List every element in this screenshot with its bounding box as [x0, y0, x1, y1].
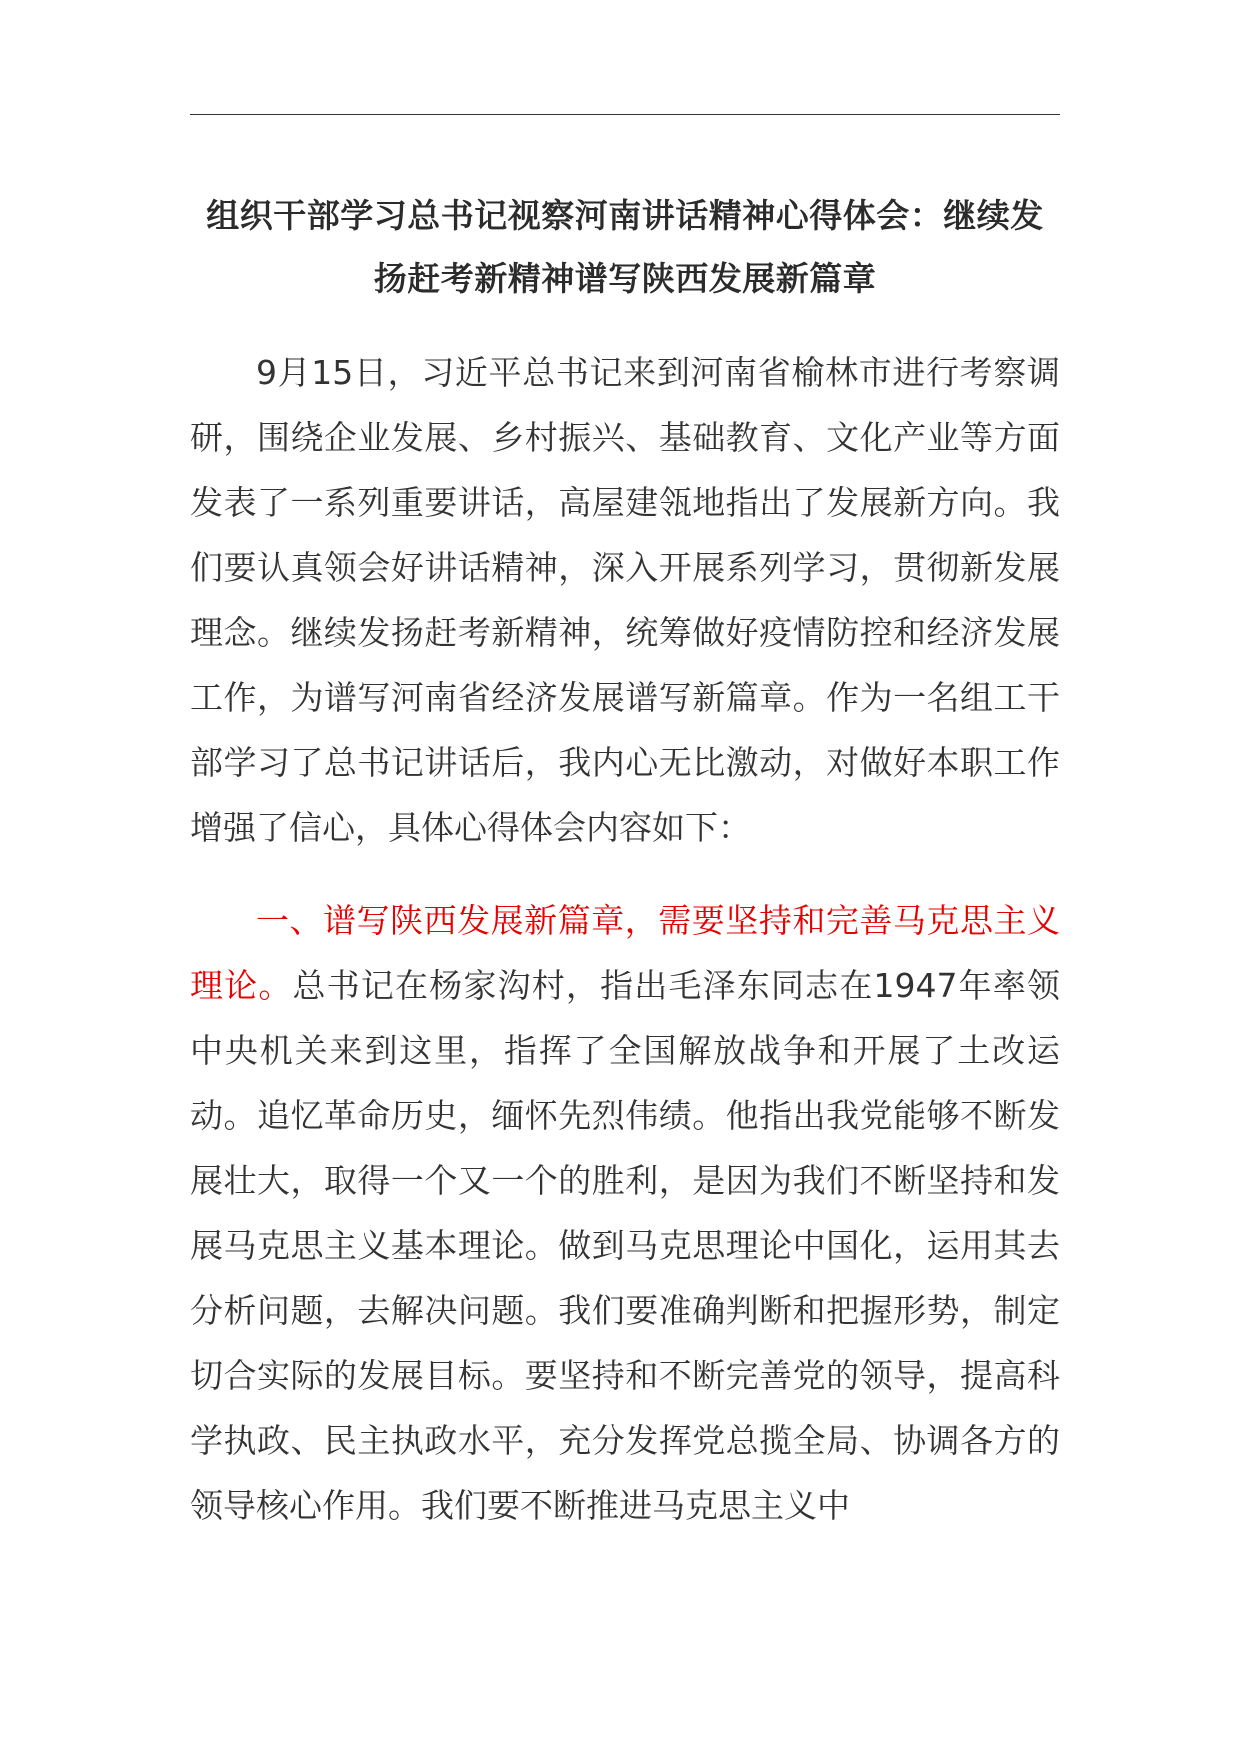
section-body: 总书记在杨家沟村，指出毛泽东同志在1947年率领中央机关来到这里，指挥了全国解放战争和开展了土改运动。追忆革命历史，缅怀先烈伟绩。他指出我党能够不断发展壮大，取得一个又一个的胜利，是因为我们不断坚持和发展马克思主义基本理论。做到马克思理论中国化，运用其去分析问题，去解决问题。我们要准确判断和把握形势，制定切合实际的发展目标。要坚持和不断完善党的领导，提高科学执政、民主执政水平，充分发挥党总揽全局、协调各方的领导核心作用。我们要不断推进马克思主义中	[190, 966, 1061, 1525]
document-title: 组织干部学习总书记视察河南讲话精神心得体会：继续发扬赶考新精神谱写陕西发展新篇章	[206, 196, 1044, 298]
section-heading: 一、谱写陕西发展新篇章，需要坚持和完善马克思主义理论。	[190, 901, 1060, 1005]
header-rule	[190, 114, 1060, 115]
paragraph-section-1	[190, 888, 1060, 1538]
paragraph-intro: 9月15日，习近平总书记来到河南省榆林市进行考察调研，围绕企业发展、乡村振兴、基础教育、文化产业等方面发表了一系列重要讲话，高屋建瓴地指出了发展新方向。我们要认真领会好讲话精神，深入开展系列学习，贯彻新发展理念。继续发扬赶考新精神，统筹做好疫情防控和经济发展工作，为谱写河南省经济发展谱写新篇章。作为一名组工干部学习了总书记讲话后，我内心无比激动，对做好本职工作增强了信心，具体心得体会内容如下：	[190, 353, 1060, 847]
